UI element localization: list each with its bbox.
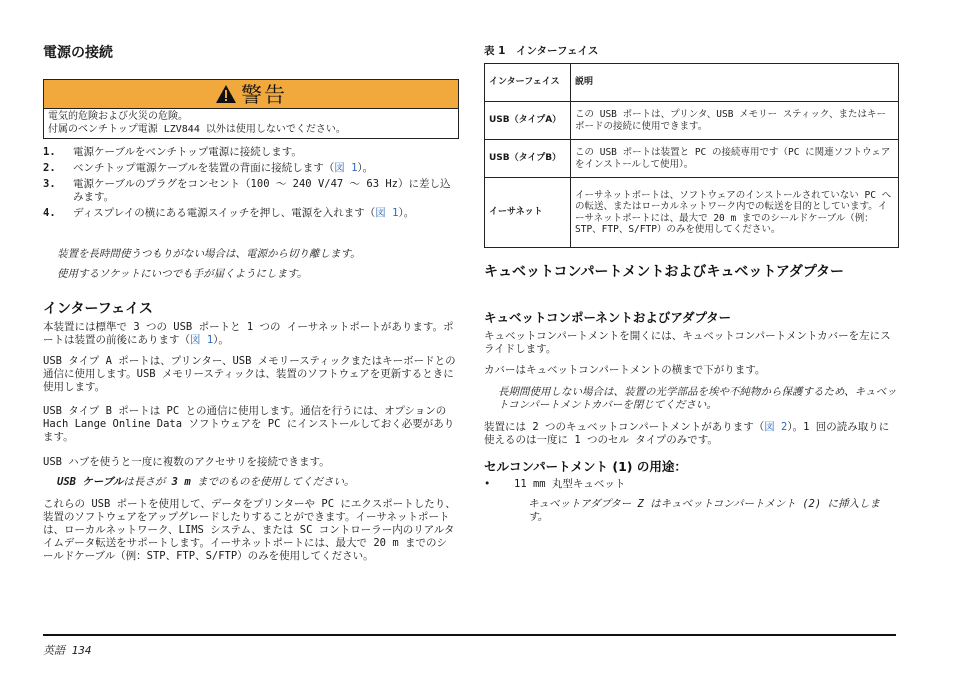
table-cell-desc: この USB ポートは装置と PC の接続専用です（PC に関連ソフトウェアをインストールして使用）。 — [571, 140, 899, 178]
figure-1-link[interactable]: 図 1 — [190, 334, 214, 346]
warning-box — [43, 79, 459, 139]
footer-rule — [43, 634, 896, 636]
table-header-cell: 説明 — [571, 64, 899, 102]
cell-compartment-heading: セルコンパートメント (1) の用途： — [484, 459, 687, 474]
table-cell-desc: この USB ポートは、プリンタ、USB メモリー スティック、またはキーボードの接続に使用できます。 — [571, 102, 899, 140]
interface-paragraph-4: USB ハブを使うと一度に複数のアクセサリを接続できます。 — [43, 456, 330, 468]
table-row — [485, 178, 899, 248]
warning-line-2: 付属のベンチトップ電源 LZV844 以外は使用しないでください。 — [48, 123, 346, 135]
table-cell-name: USB（タイプA） — [485, 102, 571, 140]
cuvette-heading: キュベットコンパートメントおよびキュベットアダプター — [484, 264, 844, 280]
interface-paragraph-3: USB タイプ B ポートは PC との通信に使用します。通信を行うには、オプションの Hach Lange Online Data ソフトウェアを PC にインストールしておく必要があります。 — [43, 405, 455, 443]
table-row — [485, 140, 899, 178]
table-row — [485, 102, 899, 140]
figure-2-link[interactable]: 図 2 — [764, 421, 788, 433]
interface-paragraph-5: これらの USB ポートを使用して、データをプリンターや PC にエクスポートしたり、装置のソフトウェアをアップグレードしたりすることができます。イーサネットポートは、ローカルネットワーク、LIMS システム、または SC コントローラー内のリアルタイムデータ転送をサポートします。イーサネットポートには、最大で 20 m までのシールドケーブル（例：STP、FTP、S/FTP）のみを使用してください。 — [43, 498, 456, 562]
figure-1-link[interactable]: 図 1 — [375, 207, 399, 219]
cuvette-paragraph-1: キュベットコンパートメントを開くには、キュベットコンパートメントカバーを左にスライドします。 — [484, 330, 891, 355]
cuvette-subheading: キュベットコンポーネントおよびアダプター — [484, 310, 732, 325]
step-item: 4. ディスプレイの横にある電源スイッチを押し、電源を入れます（図 1）。 — [43, 207, 415, 219]
warning-line-1: 電気的危険および火災の危険。 — [48, 111, 188, 122]
cuvette-paragraph-2: カバーはキュベットコンパートメントの横まで下がります。 — [484, 364, 766, 376]
note-socket: 使用するソケットにいつでも手が届くようにします。 — [57, 268, 308, 280]
warning-header — [44, 80, 458, 109]
warning-triangle-icon — [215, 84, 237, 104]
table-cell-name: USB（タイプB） — [485, 140, 571, 178]
table-header-cell: インターフェイス — [485, 64, 571, 102]
step-item: 3. 電源ケーブルのプラグをコンセント（100 ～ 240 V/47 ～ 63 Hz）に差し込みます。 — [43, 178, 451, 203]
power-connection-heading: 電源の接続 — [43, 45, 113, 61]
bullet-item: • 11 mm 丸型キュベット — [484, 478, 626, 490]
adapter-note: キュベットアダプター Z はキュベットコンパートメント (2) に挿入します。 — [528, 498, 881, 523]
interface-heading: インターフェイス — [43, 301, 153, 317]
bullet-glyph: • — [484, 478, 491, 490]
note-long-term: 装置を長時間使うつもりがない場合は、電源から切り離します。 — [57, 248, 361, 260]
interface-paragraph-2: USB タイプ A ポートは、プリンター、USB メモリースティックまたはキーボードとの通信に使用します。USB メモリースティックは、装置のソフトウェアを更新するときに使用します。 — [43, 355, 456, 393]
usb-cable-note: USB ケーブルは長さが 3 m までのものを使用してください。 — [57, 476, 355, 488]
interface-paragraph-1: 本装置には標準で 3 つの USB ポートと 1 つの イーサネットポートがあります。ポートは装置の前後にあります（図 1）。 — [43, 321, 454, 346]
table-cell-desc: イーサネットポートは、ソフトウェアのインストールされていない PC への転送、またはローカルネットワーク内での転送を目的としています。イーサネットポートには、最大で 20 m までのシールドケーブル（例：STP、FTP、S/FTP）のみを使用してください。 — [571, 178, 899, 248]
power-steps-list — [43, 146, 459, 223]
warning-title: 警告 — [241, 83, 287, 107]
step-item: 2. ベンチトップ電源ケーブルを装置の背面に接続します（図 1）。 — [43, 162, 374, 174]
table-cell-name: イーサネット — [485, 178, 571, 248]
cuvette-note: 長期間使用しない場合は、装置の光学部品を埃や不純物から保護するため、キュベットコンパートメントカバーを閉じてください。 — [498, 386, 897, 411]
step-item: 1. 電源ケーブルをベンチトップ電源に接続します。 — [43, 146, 302, 158]
figure-1-link[interactable]: 図 1 — [334, 162, 358, 174]
table-header-row — [485, 64, 899, 102]
table-caption: 表 1 インターフェイス — [484, 45, 599, 57]
interface-table — [484, 63, 899, 248]
footer-page-number: 英語 134 — [43, 644, 92, 657]
cuvette-paragraph-3: 装置には 2 つのキュベットコンパートメントがあります（図 2）。1 回の読み取りに使えるのは一度に 1 つのセル タイプのみです。 — [484, 421, 890, 446]
